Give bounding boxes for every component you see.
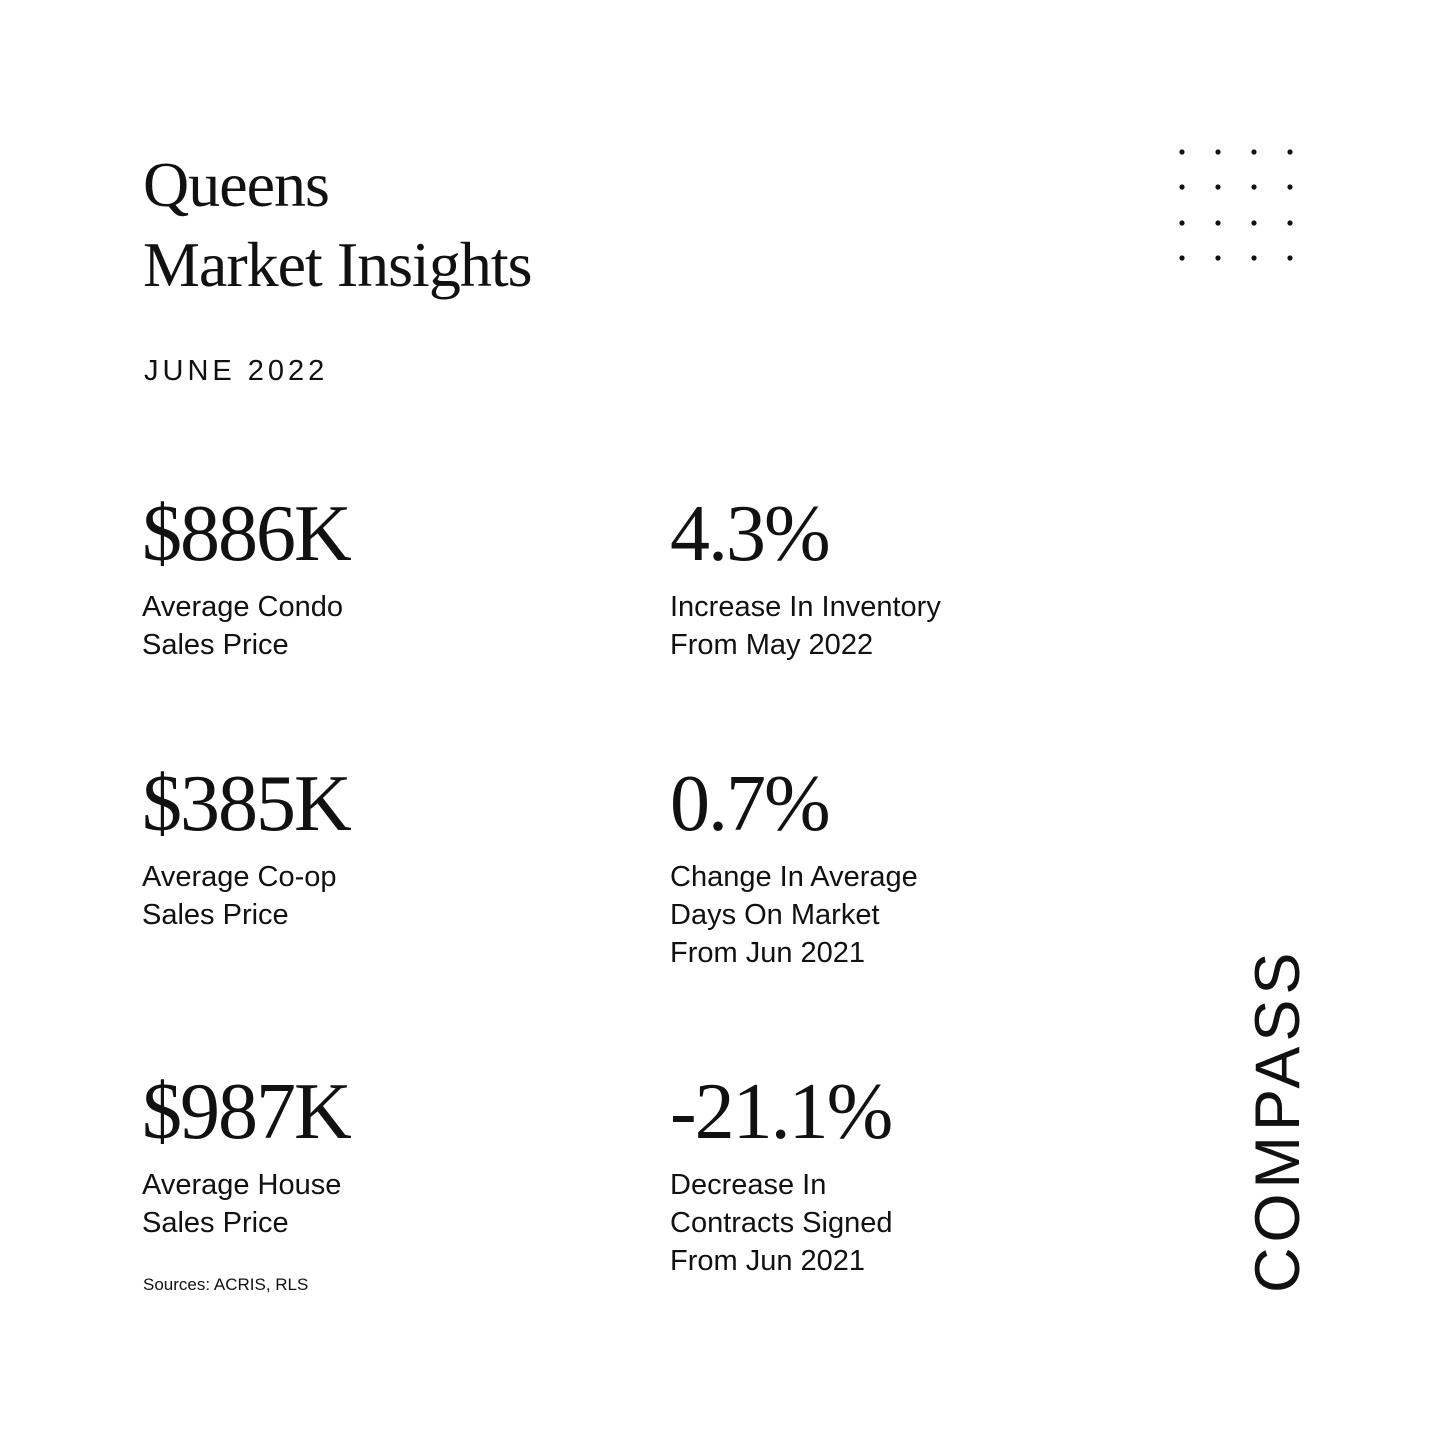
stat-coop-price [142, 760, 350, 934]
stat-condo-price [142, 490, 350, 664]
page-title-line-2: Market Insights [143, 229, 532, 300]
dot-grid-icon [1172, 142, 1300, 266]
stat-label: Change In Average Days On Market From Jun 2021 [670, 861, 918, 969]
stat-label: Average Condo Sales Price [142, 591, 344, 661]
page-title-line-1: Queens [143, 149, 329, 220]
stat-inventory-change [670, 490, 941, 664]
stat-label: Increase In Inventory From May 2022 [670, 591, 941, 661]
stat-label: Average House Sales Price [142, 1169, 342, 1239]
stat-value: $886K [142, 490, 350, 578]
stat-value: 4.3% [670, 490, 829, 578]
sources-note: Sources: ACRIS, RLS [143, 1275, 309, 1294]
stat-value: $385K [142, 760, 350, 848]
stat-value: -21.1% [670, 1068, 892, 1156]
stat-value: 0.7% [670, 760, 829, 848]
stat-house-price [142, 1068, 350, 1242]
stat-days-on-market-change [670, 760, 918, 972]
compass-logo [1162, 944, 1402, 1304]
stat-label: Average Co-op Sales Price [142, 861, 337, 931]
stat-contracts-change [670, 1068, 893, 1280]
stat-label: Decrease In Contracts Signed From Jun 2021 [670, 1169, 893, 1277]
stat-value: $987K [142, 1068, 350, 1156]
compass-logo-text: COMPASS [1243, 947, 1313, 1293]
report-date: JUNE 2022 [144, 355, 329, 387]
